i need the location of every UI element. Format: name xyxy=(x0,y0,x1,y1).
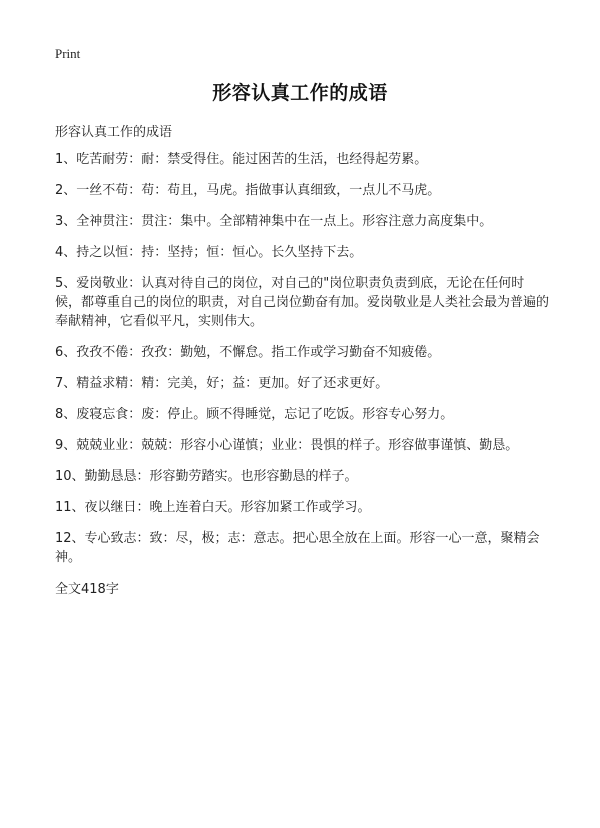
page-title: 形容认真工作的成语 xyxy=(212,82,388,104)
idiom-paragraph-11: 11、夜以继日：晚上连着白天。形容加紧工作或学习。 xyxy=(55,500,371,515)
idiom-paragraph-12: 12、专心致志：致：尽，极；志：意志。把心思全放在上面。形容一心一意，聚精会神。 xyxy=(55,531,540,565)
page-subtitle: 形容认真工作的成语 xyxy=(55,125,173,140)
idiom-paragraph-5: 5、爱岗敬业：认真对待自己的岗位，对自己的"岗位职责负责到底，无论在任何时候，都尊重自己的岗位的职责，对自己岗位勤奋有加。爱岗敬业是人类社会最为普遍的奉献精神，它看似平凡，实则伟大。 xyxy=(55,276,550,329)
idiom-paragraph-8: 8、废寝忘食：废：停止。顾不得睡觉，忘记了吃饭。形容专心努力。 xyxy=(55,407,454,422)
idiom-paragraph-2: 2、一丝不苟：苟：苟且，马虎。指做事认真细致，一点儿不马虎。 xyxy=(55,183,441,198)
idiom-paragraph-7: 7、精益求精：精：完美，好；益：更加。好了还求更好。 xyxy=(55,376,389,391)
print-link[interactable]: Print xyxy=(55,46,81,61)
idiom-paragraph-1: 1、吃苦耐劳：耐：禁受得住。能过困苦的生活，也经得起劳累。 xyxy=(55,152,428,167)
idiom-paragraph-6: 6、孜孜不倦：孜孜：勤勉，不懈怠。指工作或学习勤奋不知疲倦。 xyxy=(55,345,441,360)
idiom-paragraph-3: 3、全神贯注：贯注：集中。全部精神集中在一点上。形容注意力高度集中。 xyxy=(55,214,493,229)
word-count: 全文418字 xyxy=(55,582,119,597)
idiom-paragraph-9: 9、兢兢业业：兢兢：形容小心谨慎；业业：畏惧的样子。形容做事谨慎、勤恳。 xyxy=(55,438,519,453)
idiom-paragraph-4: 4、持之以恒：持：坚持；恒：恒心。长久坚持下去。 xyxy=(55,245,363,260)
article-body xyxy=(55,150,550,579)
idiom-paragraph-10: 10、勤勤恳恳：形容勤劳踏实。也形容勤恳的样子。 xyxy=(55,469,358,484)
